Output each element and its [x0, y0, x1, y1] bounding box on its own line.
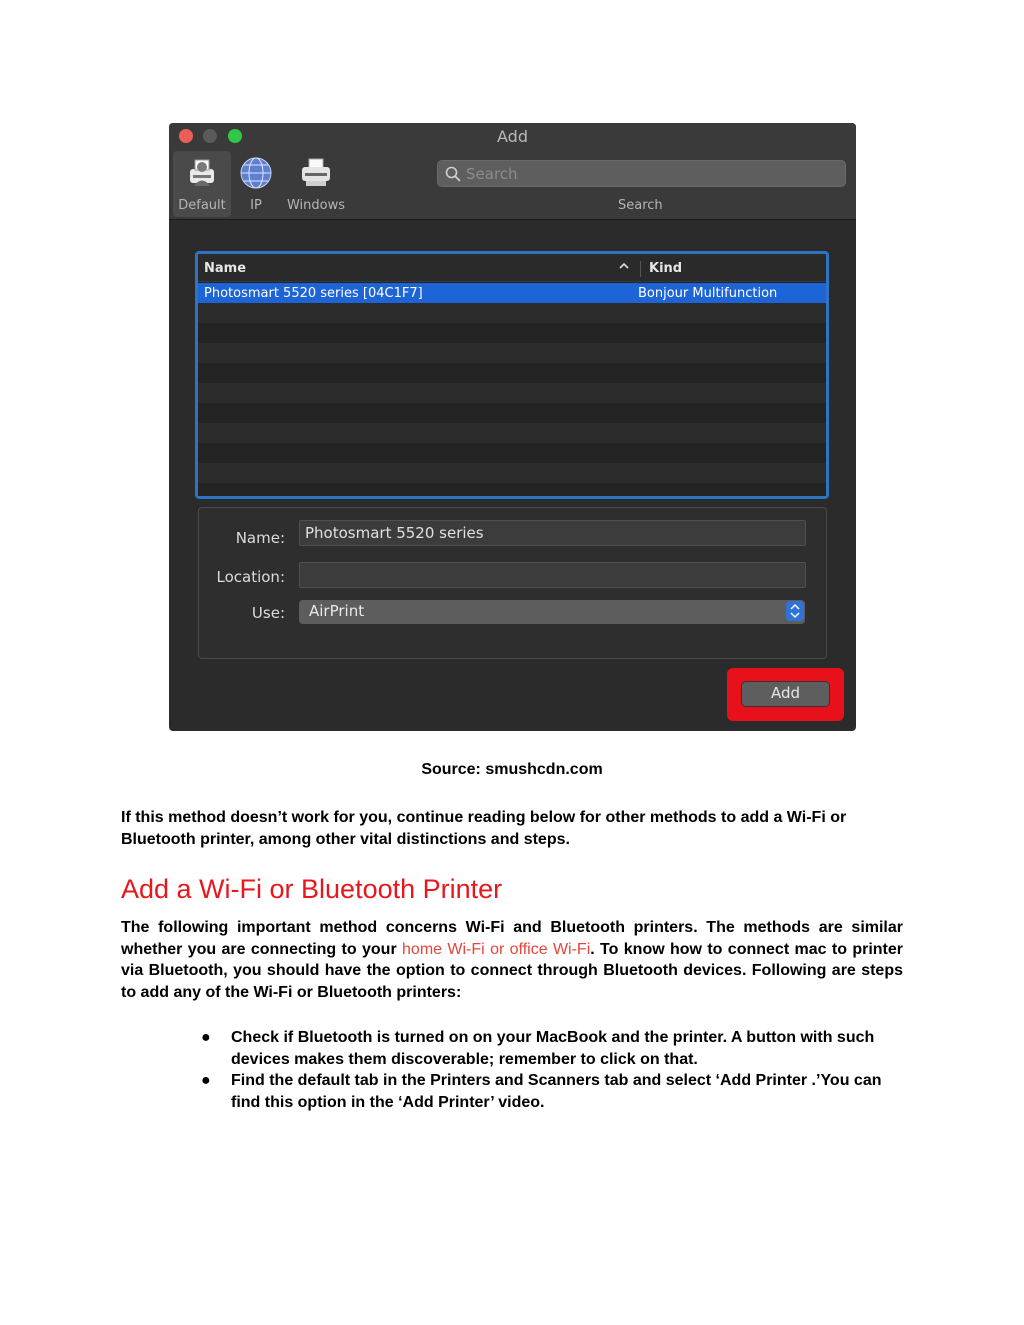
- toolbar-tab-label: IP: [250, 198, 262, 213]
- use-label: Use:: [251, 604, 285, 622]
- list-item[interactable]: [198, 283, 826, 303]
- add-printer-dialog: [169, 123, 856, 731]
- body-text-start: The following important method concerns Wi-Fi and Bluetooth printers. The methods are similar whether you are connecting to your: [121, 919, 903, 958]
- list-item: [201, 1027, 903, 1070]
- body-text-end: . To know how to connect mac to printer via Bluetooth, you should have the option to connect through Bluetooth devices. Following are steps to add any of the Wi-Fi or Bluetooth printers:: [121, 940, 904, 1001]
- list-header: [198, 254, 826, 282]
- search-icon: [445, 166, 461, 182]
- bullet-text: Check if Bluetooth is turned on on your MacBook and the printer. A button with such devices makes them discoverable; remember to click on that.: [231, 1029, 875, 1068]
- empty-list-row: [198, 443, 826, 463]
- toolbar-tab-label: Default: [178, 198, 226, 213]
- steps-list: [201, 1027, 903, 1113]
- toolbar-tab-label: Windows: [286, 198, 346, 213]
- column-header-kind[interactable]: Kind: [640, 261, 682, 277]
- dialog-title: Add: [497, 127, 528, 146]
- toolbar-tab-ip[interactable]: [235, 151, 277, 217]
- empty-list-row: [198, 323, 826, 343]
- dialog-toolbar: [169, 123, 856, 220]
- toolbar-tab-default[interactable]: [173, 151, 231, 217]
- list-item: [201, 1070, 903, 1113]
- empty-list-row: [198, 463, 826, 483]
- image-source-caption: Source: smushcdn.com: [421, 761, 603, 778]
- name-label: Name:: [235, 529, 285, 547]
- sort-ascending-icon: [618, 260, 630, 272]
- bullet-icon: ●: [201, 1072, 211, 1089]
- select-stepper[interactable]: [786, 601, 804, 621]
- intro-paragraph: If this method doesn’t work for you, continue reading below for other methods to add a Wi-Fi or Bluetooth printer, among other vital distinctions and steps.: [121, 809, 847, 848]
- search-caption: Search: [618, 198, 663, 213]
- use-select[interactable]: [299, 600, 805, 624]
- empty-list-row: [198, 363, 826, 383]
- printer-details-form: [198, 507, 827, 659]
- bullet-icon: ●: [201, 1029, 211, 1046]
- globe-icon: [238, 155, 274, 191]
- printer-kind-cell: Bonjour Multifunction: [638, 286, 778, 301]
- section-heading: Add a Wi-Fi or Bluetooth Printer: [121, 874, 503, 904]
- search-field[interactable]: [437, 160, 846, 187]
- empty-list-row: [198, 403, 826, 423]
- empty-list-row: [198, 303, 826, 323]
- list-rows: [198, 283, 826, 499]
- body-paragraph: [121, 917, 903, 1003]
- location-field[interactable]: [299, 562, 806, 588]
- empty-list-row: [198, 483, 826, 499]
- column-header-name[interactable]: Name: [204, 261, 247, 276]
- search-input[interactable]: [466, 163, 836, 184]
- up-down-chevron-icon: [786, 601, 804, 621]
- location-label: Location:: [216, 568, 285, 586]
- toolbar-tab-windows[interactable]: [281, 151, 351, 217]
- bullet-text: Find the default tab in the Printers and Scanners tab and select ‘Add Printer .’You can find this option in the ‘Add Printer’ video.: [231, 1072, 882, 1111]
- empty-list-row: [198, 423, 826, 443]
- printer-list[interactable]: [195, 251, 829, 499]
- use-select-value: AirPrint: [309, 602, 365, 620]
- windows-printer-icon: [298, 155, 334, 191]
- name-field[interactable]: [299, 520, 806, 546]
- home-office-wifi-link[interactable]: home Wi-Fi or office Wi-Fi: [402, 940, 591, 958]
- empty-list-row: [198, 343, 826, 363]
- empty-list-row: [198, 383, 826, 403]
- printer-icon: [184, 155, 220, 191]
- add-button[interactable]: Add: [741, 681, 830, 707]
- printer-name-cell: Photosmart 5520 series [04C1F7]: [204, 286, 423, 301]
